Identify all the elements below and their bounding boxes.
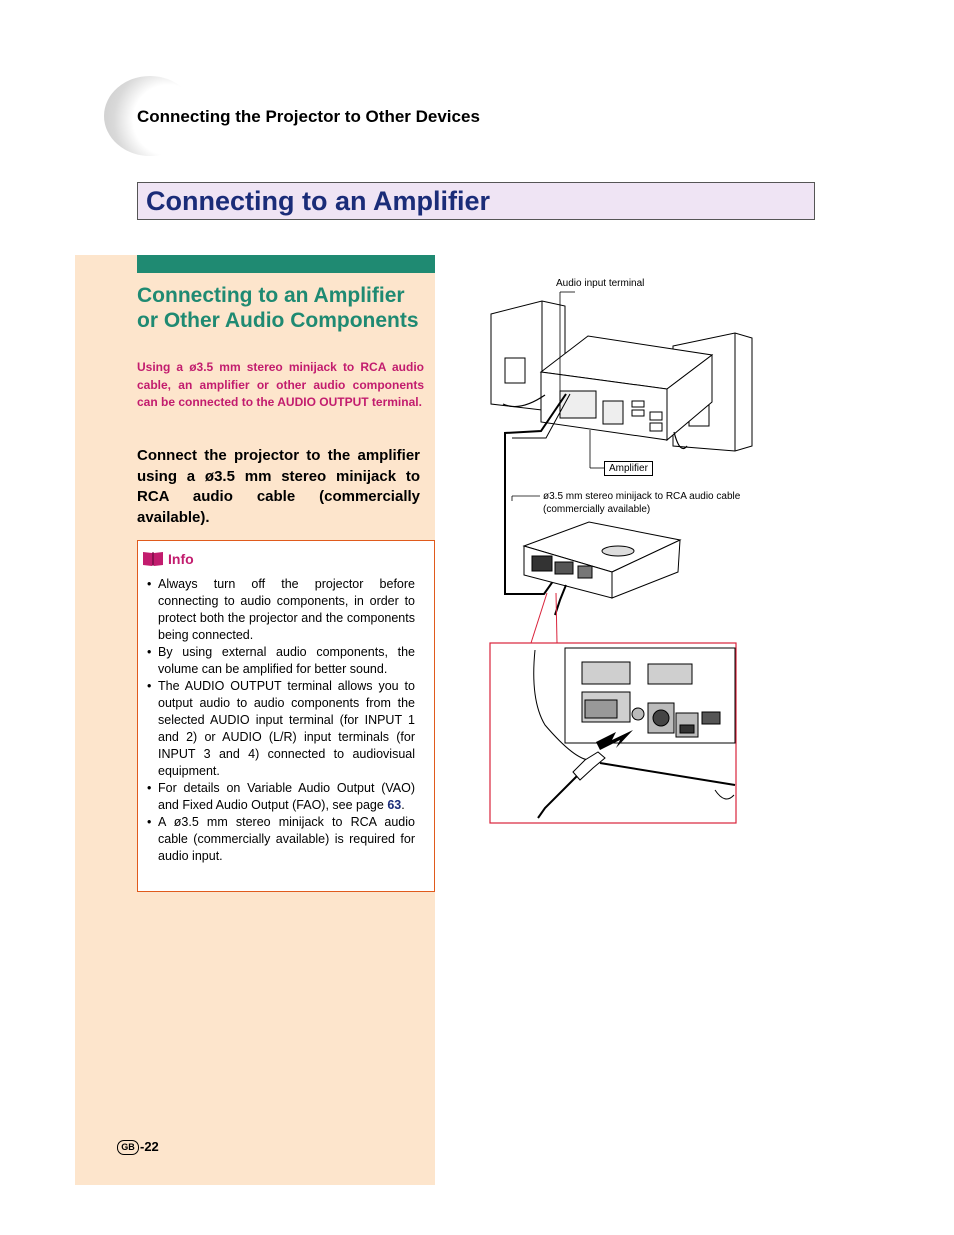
list-item: • The AUDIO OUTPUT terminal allows you to output audio to audio components from the selected AUDIO input terminal (for INPUT 1 and 2) or AUDIO (L/R) input terminals (for INPUT 3 and 4) connected to audiovisual equipment. (147, 678, 415, 780)
cable-label (543, 490, 773, 516)
info-list (147, 576, 415, 865)
subsection-intro: Using a ø3.5 mm stereo minijack to RCA audio cable, an amplifier or other audio components can be connected to the AUDIO OUTPUT terminal. (137, 360, 424, 409)
page-title-box (137, 182, 815, 220)
region-badge: GB (117, 1140, 139, 1155)
section-title: Connecting the Projector to Other Devices (137, 107, 480, 126)
list-item (147, 780, 415, 814)
book-icon (142, 550, 164, 567)
list-item: • A ø3.5 mm stereo minijack to RCA audio cable (commercially available) is required for audio input. (147, 814, 415, 865)
connection-diagram (440, 270, 770, 830)
list-item-end: . (401, 798, 405, 812)
info-label: Info (168, 551, 194, 567)
amplifier-label: Amplifier (604, 461, 653, 476)
cable-label-line1: ø3.5 mm stereo minijack to RCA audio cable (543, 491, 741, 502)
subsection-heading: Connecting to an Amplifier or Other Audio Components (137, 284, 419, 332)
page-number-text: -22 (140, 1139, 159, 1154)
list-item: • By using external audio components, the volume can be amplified for better sound. (147, 644, 415, 678)
cable-label-line2: (commercially available) (543, 504, 651, 515)
list-item: • Always turn off the projector before connecting to audio components, in order to protect both the projector and the components being connected. (147, 576, 415, 644)
page-title: Connecting to an Amplifier (146, 186, 490, 216)
heading-accent-bar (137, 255, 435, 273)
projector-body (524, 522, 680, 598)
page-number (117, 1139, 159, 1155)
audio-input-label: Audio input terminal (556, 278, 645, 289)
instruction-text: Connect the projector to the amplifier using a ø3.5 mm stereo minijack to RCA audio cable (commercially available). (137, 447, 420, 526)
page-link[interactable]: 63 (387, 798, 402, 812)
list-item-text: For details on Variable Audio Output (VAO) and Fixed Audio Output (FAO), see page (158, 781, 415, 812)
